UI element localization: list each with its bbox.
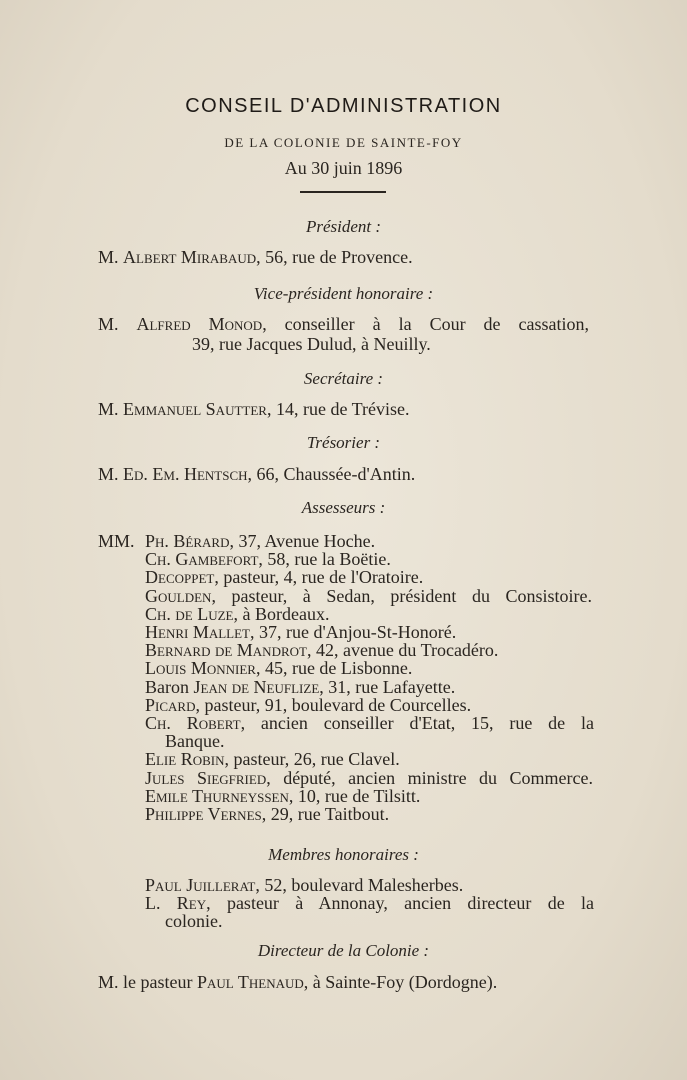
- entry-name: Paul Thenaud: [196, 972, 304, 992]
- entry-rest: , 56, rue de Provence.: [256, 247, 413, 267]
- heading-director: Directeur de la Colonie :: [257, 941, 430, 960]
- heading-treasurer: Trésorier :: [306, 433, 381, 452]
- president-entry: [98, 247, 413, 268]
- page-subtitle: DE LA COLONIE DE SAINTE-FOY: [224, 135, 463, 150]
- entry-rest: , député, ancien ministre du Commerce.: [266, 767, 593, 788]
- entry-prefix: Baron: [145, 676, 194, 697]
- entry-rest: , 42, avenue du Trocadéro.: [306, 640, 499, 661]
- entry-rest: , pasteur, 4, rue de l'Oratoire.: [214, 567, 424, 588]
- entry-prefix: M. le pasteur: [98, 972, 197, 992]
- entry-name: Louis Monnier: [145, 658, 256, 679]
- treasurer-entry: M. Ed. Em. Hentsch, 66, Chaussée-d'Antin.: [98, 464, 416, 484]
- divider-rule: [300, 191, 386, 193]
- entry-name: Picard: [145, 694, 196, 715]
- list-item: [145, 804, 389, 825]
- assessors-prefix: MM.: [98, 531, 135, 551]
- entry-name: Albert Mirabaud: [123, 247, 257, 267]
- entry-name: Ph. Bérard: [145, 531, 230, 551]
- entry-rest: , pasteur, 26, rue Clavel.: [224, 749, 400, 770]
- entry-rest: , 14, rue de Trévise.: [266, 399, 410, 419]
- entry-rest: , 31, rue Lafayette.: [319, 676, 456, 697]
- page-title: CONSEIL D'ADMINISTRATION: [185, 95, 502, 117]
- entry-rest: , pasteur à Annonay, ancien directeur de la: [206, 893, 594, 914]
- entry-rest: , 58, rue la Boëtie.: [258, 549, 391, 570]
- entry-name: Decoppet: [145, 567, 215, 588]
- entry-name: Alfred Monod: [136, 314, 263, 334]
- entry-rest: , 45, rue de Lisbonne.: [255, 658, 413, 679]
- secretary-entry: M. Emmanuel Sautter, 14, rue de Trévise.: [98, 399, 410, 419]
- heading-honorary: Membres honoraires :: [268, 845, 419, 864]
- heading-vice-president: Vice-président honoraire :: [253, 284, 434, 303]
- entry-name: Elie Robin: [145, 749, 225, 770]
- entry-rest: colonie.: [165, 911, 223, 932]
- entry-name: Ch. Robert: [145, 713, 241, 733]
- entry-name: Philippe Vernes: [145, 804, 262, 824]
- entry-prefix: M.: [98, 247, 119, 267]
- entry-rest: Banque.: [165, 731, 225, 752]
- vice-president-address: 39, rue Jacques Dulud, à Neuilly.: [192, 334, 431, 354]
- heading-president: Président :: [305, 217, 382, 236]
- entry-name: Bernard de Mandrot: [145, 640, 307, 661]
- entry-rest: , 10, rue de Tilsitt.: [288, 785, 421, 806]
- entry-name: Henri Mallet: [145, 622, 250, 642]
- entry-rest: , à Sainte-Foy (Dordogne).: [303, 972, 498, 992]
- heading-secretary: Secrétaire :: [303, 369, 384, 388]
- list-item: [165, 911, 222, 932]
- entry-name: Paul Juillerat: [145, 875, 256, 895]
- entry-name: Ch. de Luze: [145, 603, 234, 624]
- entry-name: Jean de Neuflize: [193, 676, 320, 697]
- entry-rest: , conseiller à la Cour de cassation,: [262, 314, 589, 334]
- page-date: Au 30 juin 1896: [284, 158, 403, 178]
- entry-name: Goulden: [145, 585, 212, 606]
- entry-rest: , 29, rue Taitbout.: [261, 804, 390, 824]
- entry-name: L. Rey: [145, 893, 207, 914]
- entry-name: Emmanuel Sautter: [123, 399, 267, 419]
- entry-rest: , pasteur, à Sedan, président du Consistoire.: [211, 585, 592, 606]
- entry-rest: , à Bordeaux.: [233, 603, 330, 624]
- heading-assessors: Assesseurs :: [301, 498, 386, 517]
- entry-name: Ch. Gambefort: [145, 549, 259, 570]
- entry-name: Ed. Em. Hentsch: [123, 464, 248, 484]
- entry-rest: , 66, Chaussée-d'Antin.: [247, 464, 416, 484]
- entry-rest: , 37, rue d'Anjou-St-Honoré.: [250, 622, 457, 642]
- entry-name: Emile Thurneyssen: [145, 785, 289, 806]
- entry-rest: , 52, boulevard Malesherbes.: [255, 875, 464, 895]
- vice-president-entry: M. Alfred Monod, conseiller à la Cour de cassation,: [98, 314, 589, 334]
- entry-name: Jules Siegfried: [145, 767, 267, 788]
- entry-rest: , pasteur, 91, boulevard de Courcelles.: [195, 694, 472, 715]
- director-entry: [98, 972, 497, 993]
- entry-rest: , ancien conseiller d'Etat, 15, rue de la: [240, 713, 594, 733]
- entry-rest: , 37, Avenue Hoche.: [229, 531, 376, 551]
